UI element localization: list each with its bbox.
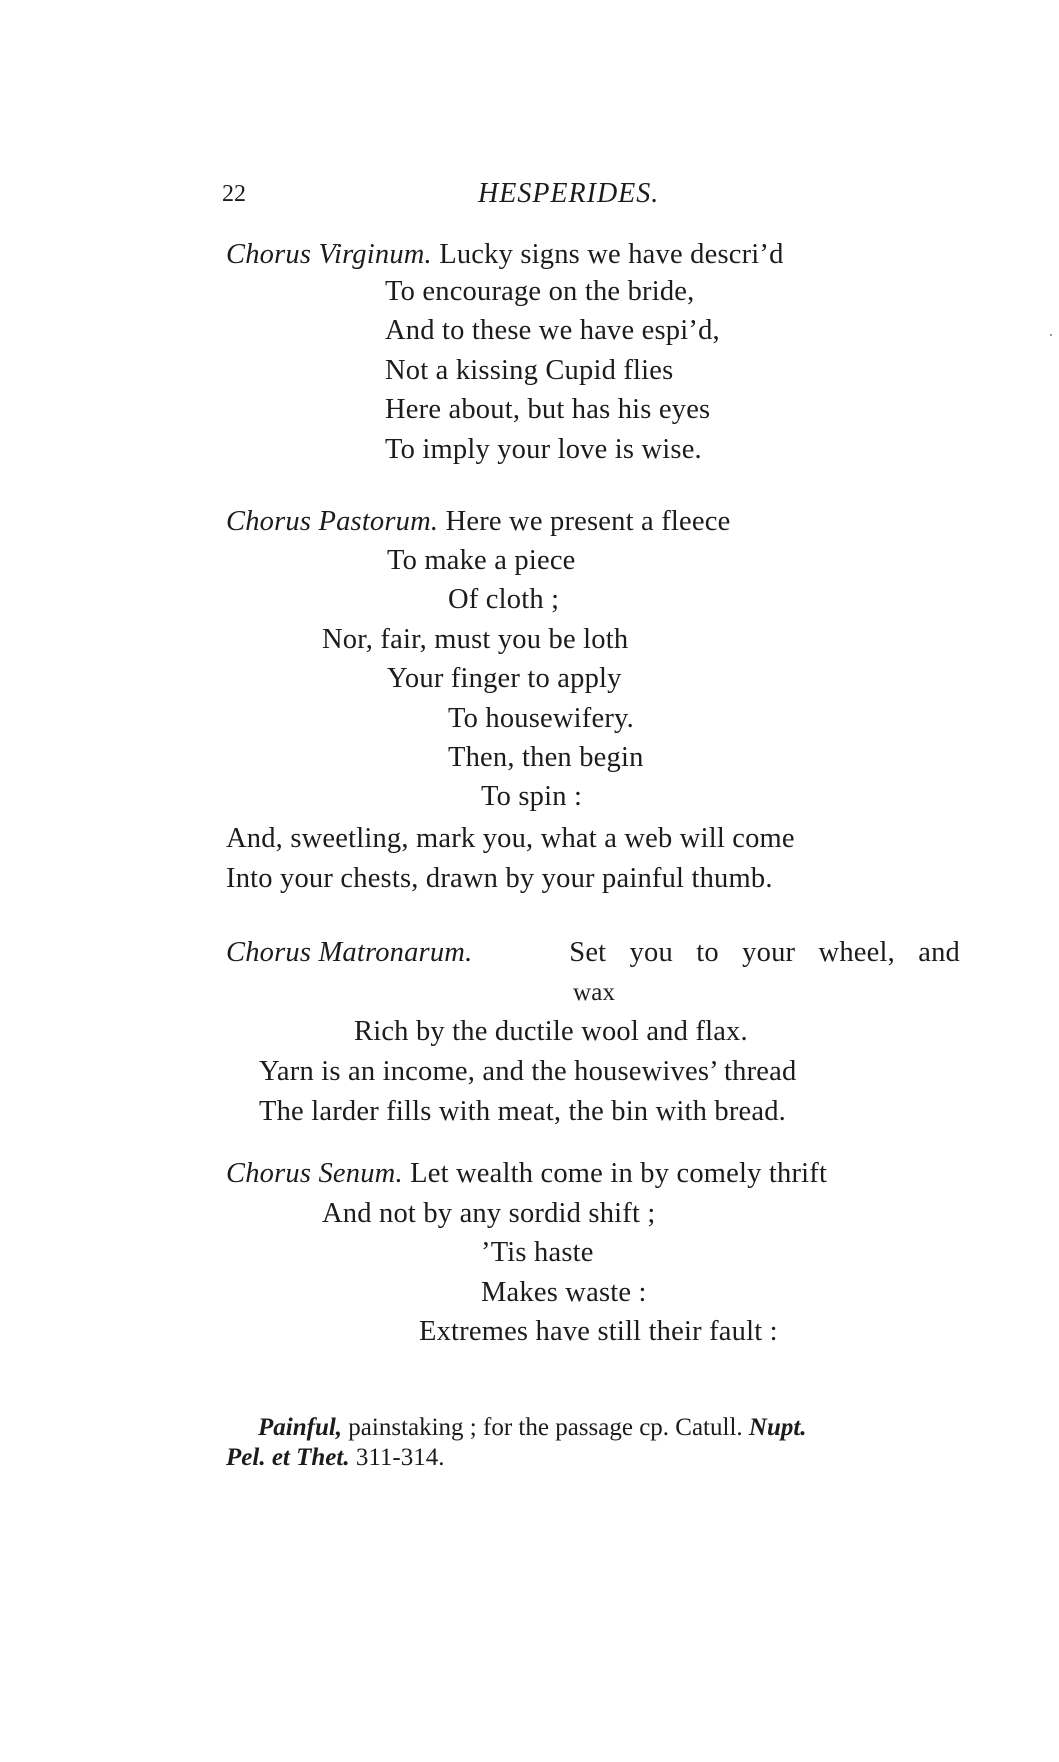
verse-line: Here about, but has his eyes <box>385 394 711 425</box>
footnote-ref-title: Pel. et Thet. <box>226 1444 350 1471</box>
verse-line: Yarn is an income, and the housewives’ thread <box>259 1056 797 1087</box>
speaker-chorus-virginum: Chorus Virginum. <box>226 239 432 270</box>
verse-line: And not by any sordid shift ; <box>322 1198 656 1229</box>
speaker-chorus-senum: Chorus Senum. <box>226 1158 403 1189</box>
speaker-chorus-matronarum: Chorus Matronarum. <box>226 937 473 968</box>
footnote-term: Painful, <box>258 1414 343 1441</box>
verse-line: To make a piece <box>387 545 576 576</box>
verse-line: To encourage on the bride, <box>385 276 695 307</box>
verse-line: Of cloth ; <box>448 584 560 615</box>
verse-line: And to these we have espi’d, <box>385 315 720 346</box>
verse-line: Lucky signs we have descri’d <box>439 239 784 270</box>
verse-line: Nor, fair, must you be loth <box>322 624 629 655</box>
page-number: 22 <box>222 181 246 207</box>
footnote-pages: 311-314. <box>349 1444 445 1471</box>
speaker-chorus-pastorum: Chorus Pastorum. <box>226 506 439 537</box>
verse-line: And, sweetling, mark you, what a web will come <box>226 823 795 854</box>
footnote-ref: Nupt. <box>748 1414 807 1441</box>
verse-line: Here we present a fleece <box>445 506 731 537</box>
verse-line: Then, then begin <box>448 742 644 773</box>
verse-line: Makes waste : <box>481 1277 647 1308</box>
verse-line: Not a kissing Cupid flies <box>385 355 674 386</box>
verse-line: Extremes have still their fault : <box>419 1316 778 1347</box>
running-title: HESPERIDES. <box>478 178 660 209</box>
stanza-chorus-virginum-first-line <box>226 237 784 273</box>
footnote-text: painstaking ; for the passage cp. Catull. <box>342 1414 749 1441</box>
verse-line: To housewifery. <box>448 703 634 734</box>
verse-line: To spin : <box>481 781 583 812</box>
stanza-chorus-matronarum-first-line <box>226 935 960 971</box>
footnote-line-2 <box>226 1443 444 1473</box>
verse-line: Into your chests, drawn by your painful thumb. <box>226 863 773 894</box>
verse-line: Rich by the ductile wool and flax. <box>354 1016 748 1047</box>
stanza-chorus-senum-first-line <box>226 1156 827 1192</box>
verse-line: ’Tis haste <box>481 1237 594 1268</box>
verse-line: The larder fills with meat, the bin with bread. <box>259 1096 786 1127</box>
footnote-line-1 <box>258 1413 807 1443</box>
verse-line: To imply your love is wise. <box>385 434 702 465</box>
margin-speck <box>1050 334 1052 336</box>
stanza-chorus-pastorum-first-line <box>226 504 730 540</box>
verse-line: Set you to your wheel, and <box>569 937 960 968</box>
verse-line: Let wealth come in by comely thrift <box>410 1158 828 1189</box>
verse-line-turnover: wax <box>573 979 616 1006</box>
verse-line: Your finger to apply <box>387 663 622 694</box>
